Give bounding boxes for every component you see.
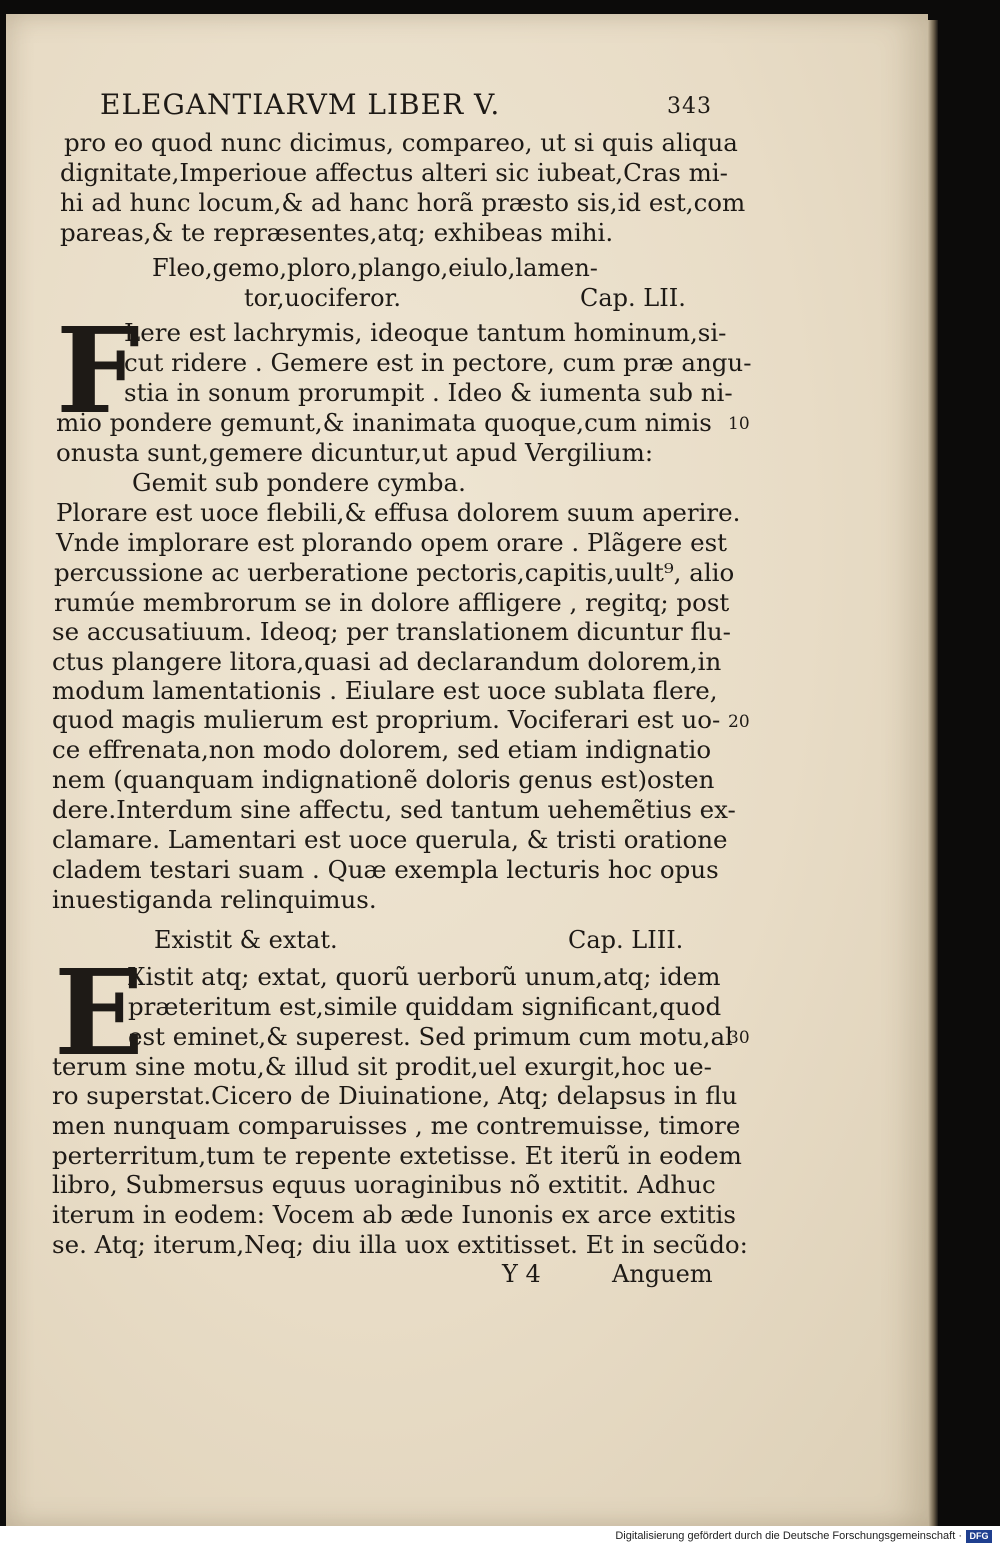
text-line: iterum in eodem: Vocem ab æde Iunonis ex arce extitis xyxy=(52,1200,736,1229)
drop-initial: E xyxy=(54,943,144,1082)
text-line: ctus plangere litora,quasi ad declarandum dolorem,in xyxy=(52,647,722,676)
running-title: ELEGANTIARVM LIBER V. xyxy=(100,88,501,121)
text-line: se accusatiuum. Ideoq; per translationem dicuntur flu- xyxy=(52,617,731,646)
text-line: stia in sonum prorumpit . Ideo & iumenta sub ni- xyxy=(124,378,733,407)
folio-number: 343 xyxy=(667,94,712,119)
funding-credit: Digitalisierung gefördert durch die Deutsche Forschungsgemeinschaft · xyxy=(615,1530,962,1542)
text-line: est eminet,& superest. Sed primum cum motu,al xyxy=(128,1022,733,1051)
text-line: ce effrenata,non modo dolorem, sed etiam indignatio xyxy=(52,735,712,764)
text-line: onusta sunt,gemere dicuntur,ut apud Vergilium: xyxy=(56,438,654,467)
text-line: dignitate,Imperioue affectus alteri sic iubeat,Cras mi- xyxy=(60,158,728,187)
verse-quote: Gemit sub pondere cymba. xyxy=(132,468,466,497)
text-line: mio pondere gemunt,& inanimata quoque,cum nimis xyxy=(56,408,712,437)
text-line: percussione ac uerberatione pectoris,capitis,uult⁹, alio xyxy=(54,558,735,587)
chapter-number: Cap. LII. xyxy=(580,284,686,312)
drop-initial: F xyxy=(56,301,140,440)
catchword: Anguem xyxy=(612,1260,713,1288)
page-edge xyxy=(928,20,938,1526)
text-line: pareas,& te repræsentes,atq; exhibeas mihi. xyxy=(60,218,614,247)
dfg-logo: DFG xyxy=(966,1530,992,1543)
margin-line-number: 10 xyxy=(728,414,750,434)
chapter-number: Cap. LIII. xyxy=(568,926,684,954)
text-line: cut ridere . Gemere est in pectore, cum præ angu- xyxy=(124,348,752,377)
margin-line-number: 20 xyxy=(728,712,750,732)
text-line: modum lamentationis . Eiulare est uoce sublata flere, xyxy=(52,676,718,705)
text-line: quod magis mulierum est proprium. Vociferari est uo- xyxy=(52,705,721,734)
text-line: præteritum est,simile quiddam significant,quod xyxy=(128,992,722,1021)
text-line: rumúe membrorum se in dolore affligere , regitq; post xyxy=(54,588,730,617)
signature-mark: Y 4 xyxy=(502,1260,541,1288)
text-line: perterritum,tum te repente extetisse. Et iterũ in eodem xyxy=(52,1141,742,1170)
text-line: ro superstat.Cicero de Diuinatione, Atq; delapsus in flu xyxy=(52,1081,738,1110)
text-line: Vnde implorare est plorando opem orare . Plãgere est xyxy=(56,528,728,557)
text-line: nem (quanquam indignationẽ doloris genus est)osten xyxy=(52,765,715,794)
text-line: hi ad hunc locum,& ad hanc horã præsto sis,id est,com xyxy=(60,188,746,217)
text-line: inuestiganda relinquimus. xyxy=(52,885,377,914)
text-line: Lere est lachrymis, ideoque tantum hominum,si- xyxy=(124,318,727,347)
chapter-heading-cont: tor,uociferor. xyxy=(244,284,402,312)
text-line: Plorare est uoce flebili,& effusa dolorem suum aperire. xyxy=(56,498,741,527)
text-line: dere.Interdum sine affectu, sed tantum uehemẽtius ex- xyxy=(52,795,736,824)
text-line: libro, Submersus equus uoraginibus nõ extitit. Adhuc xyxy=(52,1170,716,1199)
text-line: cladem testari suam . Quæ exempla lecturis hoc opus xyxy=(52,855,719,884)
text-line: pro eo quod nunc dicimus, compareo, ut si quis aliqua xyxy=(64,128,738,157)
text-line: se. Atq; iterum,Neq; diu illa uox extitisset. Et in secũdo: xyxy=(52,1230,748,1259)
margin-line-number: 30 xyxy=(728,1028,750,1048)
text-line: clamare. Lamentari est uoce querula, & tristi oratione xyxy=(52,825,728,854)
chapter-heading: Fleo,gemo,ploro,plango,eiulo,lamen- xyxy=(152,254,598,282)
text-line: men nunquam comparuisses , me contremuisse, timore xyxy=(52,1111,741,1140)
chapter-heading: Existit & extat. xyxy=(154,926,338,954)
text-line: terum sine motu,& illud sit prodit,uel exurgit,hoc ue- xyxy=(52,1052,712,1081)
text-line: Xistit atq; extat, quorũ uerborũ unum,atq; idem xyxy=(128,962,721,991)
